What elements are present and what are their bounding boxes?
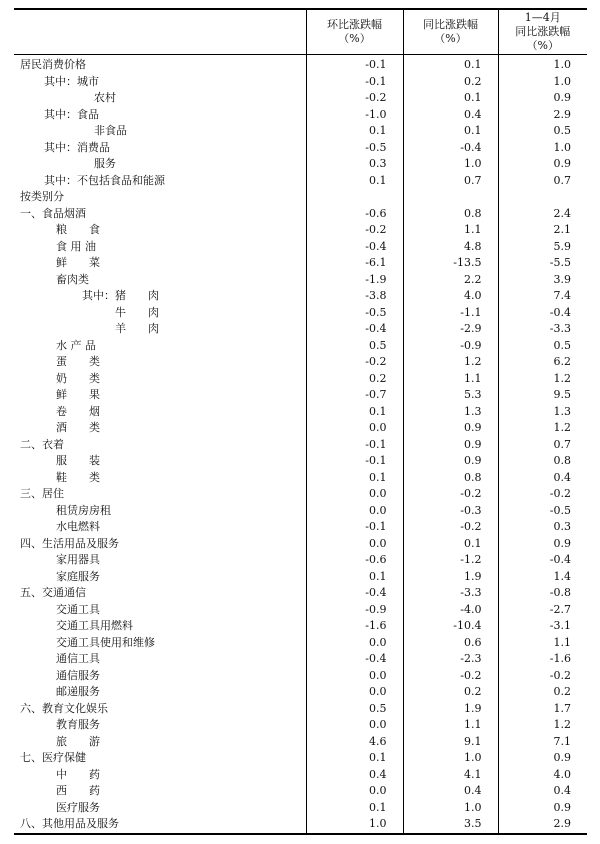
table-row: [14, 255, 587, 272]
row-yoy-value: -0.2: [403, 486, 498, 503]
row-label: 居民消费价格: [20, 58, 86, 72]
row-yoy-value: 0.9: [403, 437, 498, 454]
row-yoy-value: 1.0: [403, 750, 498, 767]
table-row: [14, 519, 587, 536]
row-yoy-value: 0.4: [403, 783, 498, 800]
table-header: [14, 9, 587, 55]
row-label: 五、交通通信: [20, 586, 86, 600]
row-label: 非食品: [94, 124, 127, 138]
row-ytd-value: 2.9: [498, 107, 587, 124]
header-mom-line2: （%）: [338, 32, 371, 45]
row-mom-value: -0.4: [306, 321, 403, 338]
row-ytd-value: 2.9: [498, 816, 587, 834]
table-row: [14, 74, 587, 91]
row-mom-value: 4.6: [306, 734, 403, 751]
row-ytd-value: 5.9: [498, 239, 587, 256]
row-ytd-value: -0.4: [498, 552, 587, 569]
row-yoy-value: -0.2: [403, 668, 498, 685]
table-row: [14, 767, 587, 784]
row-ytd-value: 7.4: [498, 288, 587, 305]
table-row: [14, 288, 587, 305]
row-yoy-value: 0.1: [403, 123, 498, 140]
row-ytd-value: -5.5: [498, 255, 587, 272]
row-yoy-value: -0.3: [403, 503, 498, 520]
row-mom-value: 0.1: [306, 800, 403, 817]
row-ytd-value: 9.5: [498, 387, 587, 404]
table-row: [14, 635, 587, 652]
row-yoy-value: 4.1: [403, 767, 498, 784]
row-label: 医疗服务: [56, 800, 100, 814]
row-ytd-value: -0.5: [498, 503, 587, 520]
row-ytd-value: 1.2: [498, 420, 587, 437]
row-ytd-value: -0.4: [498, 305, 587, 322]
header-item-column: [14, 9, 306, 55]
table-row: [14, 239, 587, 256]
row-ytd-value: 0.9: [498, 536, 587, 553]
row-ytd-value: 0.9: [498, 156, 587, 173]
row-ytd-value: -2.7: [498, 602, 587, 619]
row-ytd-value: 2.4: [498, 206, 587, 223]
row-ytd-value: 4.0: [498, 767, 587, 784]
row-label: 西 药: [56, 784, 100, 798]
row-ytd-value: 0.9: [498, 750, 587, 767]
row-yoy-value: 9.1: [403, 734, 498, 751]
row-ytd-value: 0.7: [498, 437, 587, 454]
row-yoy-value: 4.8: [403, 239, 498, 256]
row-mom-value: -6.1: [306, 255, 403, 272]
header-mom: [306, 9, 403, 55]
row-yoy-value: 0.8: [403, 470, 498, 487]
row-ytd-value: 0.4: [498, 470, 587, 487]
table-row: [14, 750, 587, 767]
row-ytd-value: 0.2: [498, 684, 587, 701]
row-label: 教育服务: [56, 718, 100, 732]
row-label: 中 药: [56, 767, 100, 781]
table-body: [14, 55, 587, 834]
table-row: [14, 123, 587, 140]
row-yoy-value: -2.9: [403, 321, 498, 338]
row-mom-value: -0.9: [306, 602, 403, 619]
header-ytd: [498, 9, 587, 55]
row-mom-value: -3.8: [306, 288, 403, 305]
header-ytd-line1: 1—4月: [524, 11, 561, 24]
row-mom-value: 1.0: [306, 816, 403, 834]
table-row: [14, 701, 587, 718]
row-mom-value: 0.1: [306, 123, 403, 140]
row-label: 其中：消费品: [44, 140, 110, 154]
row-mom-value: 0.5: [306, 338, 403, 355]
row-ytd-value: 7.1: [498, 734, 587, 751]
row-ytd-value: 0.3: [498, 519, 587, 536]
row-mom-value: -0.1: [306, 74, 403, 91]
row-mom-value: -0.5: [306, 140, 403, 157]
row-mom-value: 0.0: [306, 536, 403, 553]
row-mom-value: 0.0: [306, 684, 403, 701]
row-mom-value: [306, 189, 403, 206]
row-label: 家用器具: [56, 553, 100, 567]
row-label: 服 装: [56, 454, 100, 468]
row-mom-value: -0.6: [306, 206, 403, 223]
row-label: 粮 食: [56, 223, 100, 237]
row-yoy-value: -4.0: [403, 602, 498, 619]
table-row: [14, 668, 587, 685]
row-mom-value: -0.4: [306, 585, 403, 602]
row-label: 鞋 类: [56, 470, 100, 484]
row-yoy-value: -1.2: [403, 552, 498, 569]
row-label: 奶 类: [56, 371, 100, 385]
row-ytd-value: 1.0: [498, 74, 587, 91]
row-label: 其中：城市: [44, 74, 99, 88]
row-label: 交通工具用燃料: [56, 619, 133, 633]
row-yoy-value: -3.3: [403, 585, 498, 602]
table-row: [14, 404, 587, 421]
row-label: 其中：食品: [44, 107, 99, 121]
table-row: [14, 486, 587, 503]
row-label: 畜肉类: [56, 272, 89, 286]
table-row: [14, 618, 587, 635]
table-row: [14, 453, 587, 470]
row-yoy-value: 0.2: [403, 74, 498, 91]
row-mom-value: -0.7: [306, 387, 403, 404]
row-ytd-value: 0.5: [498, 338, 587, 355]
row-ytd-value: -1.6: [498, 651, 587, 668]
row-yoy-value: -1.1: [403, 305, 498, 322]
row-mom-value: 0.1: [306, 470, 403, 487]
row-yoy-value: 0.6: [403, 635, 498, 652]
row-mom-value: -1.0: [306, 107, 403, 124]
row-ytd-value: 1.0: [498, 140, 587, 157]
table-row: [14, 569, 587, 586]
row-label: 三、居住: [20, 487, 64, 501]
row-ytd-value: 0.5: [498, 123, 587, 140]
row-label: 交通工具使用和维修: [56, 635, 155, 649]
row-yoy-value: 0.7: [403, 173, 498, 190]
table-row: [14, 602, 587, 619]
row-ytd-value: 0.4: [498, 783, 587, 800]
table-row: [14, 783, 587, 800]
row-mom-value: -0.2: [306, 354, 403, 371]
table-row: [14, 156, 587, 173]
row-ytd-value: 1.7: [498, 701, 587, 718]
table-row: [14, 503, 587, 520]
row-label: 服务: [94, 157, 116, 171]
table-row: [14, 552, 587, 569]
row-yoy-value: 1.1: [403, 222, 498, 239]
row-yoy-value: 1.1: [403, 371, 498, 388]
row-label: 二、衣着: [20, 437, 64, 451]
row-ytd-value: -0.2: [498, 486, 587, 503]
cpi-table: [14, 8, 587, 835]
table-row: [14, 470, 587, 487]
row-mom-value: 0.2: [306, 371, 403, 388]
row-yoy-value: 1.3: [403, 404, 498, 421]
row-yoy-value: 1.9: [403, 701, 498, 718]
row-label: 一、食品烟酒: [20, 206, 86, 220]
header-yoy: [403, 9, 498, 55]
table-row: [14, 189, 587, 206]
row-mom-value: -0.1: [306, 437, 403, 454]
row-label: 卷 烟: [56, 404, 100, 418]
table-row: [14, 90, 587, 107]
row-yoy-value: 1.9: [403, 569, 498, 586]
row-ytd-value: 1.2: [498, 371, 587, 388]
table-row: [14, 536, 587, 553]
row-label: 牛 肉: [82, 305, 159, 319]
row-label: 其中：不包括食品和能源: [44, 173, 165, 187]
row-yoy-value: 3.5: [403, 816, 498, 834]
table-row: [14, 173, 587, 190]
row-ytd-value: 0.9: [498, 90, 587, 107]
row-label: 农村: [94, 91, 116, 105]
table-row: [14, 387, 587, 404]
row-label: 其中：猪 肉: [82, 289, 159, 303]
table-row: [14, 354, 587, 371]
row-ytd-value: 3.9: [498, 272, 587, 289]
row-ytd-value: 1.2: [498, 717, 587, 734]
row-yoy-value: 0.4: [403, 107, 498, 124]
table-row: [14, 321, 587, 338]
row-yoy-value: 2.2: [403, 272, 498, 289]
row-label: 羊 肉: [82, 322, 159, 336]
header-ytd-line3: （%）: [526, 39, 559, 52]
row-yoy-value: 0.1: [403, 90, 498, 107]
row-ytd-value: -0.8: [498, 585, 587, 602]
table-row: [14, 371, 587, 388]
row-mom-value: -0.1: [306, 55, 403, 74]
row-yoy-value: -2.3: [403, 651, 498, 668]
row-mom-value: 0.1: [306, 569, 403, 586]
row-ytd-value: 2.1: [498, 222, 587, 239]
row-ytd-value: 0.9: [498, 800, 587, 817]
table-row: [14, 338, 587, 355]
row-label: 交通工具: [56, 602, 100, 616]
header-yoy-line1: 同比涨跌幅: [423, 18, 478, 31]
row-yoy-value: -10.4: [403, 618, 498, 635]
header-ytd-line2: 同比涨跌幅: [515, 25, 571, 38]
row-mom-value: -0.2: [306, 90, 403, 107]
row-mom-value: 0.0: [306, 717, 403, 734]
table-row: [14, 800, 587, 817]
row-label: 七、医疗保健: [20, 751, 86, 765]
row-ytd-value: -0.2: [498, 668, 587, 685]
row-label: 旅 游: [56, 734, 100, 748]
row-yoy-value: 0.1: [403, 536, 498, 553]
row-mom-value: 0.5: [306, 701, 403, 718]
table-row: [14, 651, 587, 668]
row-mom-value: 0.1: [306, 750, 403, 767]
row-ytd-value: [498, 189, 587, 206]
row-ytd-value: 1.1: [498, 635, 587, 652]
row-mom-value: -0.1: [306, 453, 403, 470]
row-yoy-value: -0.2: [403, 519, 498, 536]
row-label: 鲜 果: [56, 388, 100, 402]
table-row: [14, 420, 587, 437]
row-ytd-value: -3.1: [498, 618, 587, 635]
row-label: 食 用 油: [56, 239, 96, 253]
row-yoy-value: -0.9: [403, 338, 498, 355]
table-row: [14, 305, 587, 322]
row-ytd-value: 6.2: [498, 354, 587, 371]
row-label: 家庭服务: [56, 569, 100, 583]
row-mom-value: 0.0: [306, 783, 403, 800]
row-mom-value: 0.0: [306, 420, 403, 437]
row-ytd-value: 1.0: [498, 55, 587, 74]
row-mom-value: 0.4: [306, 767, 403, 784]
row-mom-value: -1.6: [306, 618, 403, 635]
row-yoy-value: 0.8: [403, 206, 498, 223]
row-yoy-value: 1.0: [403, 156, 498, 173]
row-yoy-value: -13.5: [403, 255, 498, 272]
table-row: [14, 717, 587, 734]
row-ytd-value: 1.3: [498, 404, 587, 421]
table-row: [14, 140, 587, 157]
row-mom-value: 0.3: [306, 156, 403, 173]
row-mom-value: 0.0: [306, 503, 403, 520]
row-label: 八、其他用品及服务: [14, 816, 306, 834]
table-row: [14, 55, 587, 74]
row-label: 通信工具: [56, 652, 100, 666]
row-label: 租赁房房租: [56, 503, 111, 517]
row-mom-value: -1.9: [306, 272, 403, 289]
table-row: [14, 437, 587, 454]
row-yoy-value: 1.1: [403, 717, 498, 734]
row-yoy-value: -0.4: [403, 140, 498, 157]
row-yoy-value: 5.3: [403, 387, 498, 404]
row-mom-value: 0.1: [306, 173, 403, 190]
row-label: 酒 类: [56, 421, 100, 435]
row-mom-value: -0.1: [306, 519, 403, 536]
table-row: [14, 222, 587, 239]
row-mom-value: 0.0: [306, 668, 403, 685]
row-mom-value: 0.0: [306, 486, 403, 503]
table-row: [14, 816, 587, 834]
row-yoy-value: 0.2: [403, 684, 498, 701]
row-label: 通信服务: [56, 668, 100, 682]
row-ytd-value: -3.3: [498, 321, 587, 338]
row-label: 六、教育文化娱乐: [20, 701, 108, 715]
row-label: 水 产 品: [56, 338, 96, 352]
row-label: 邮递服务: [56, 685, 100, 699]
row-ytd-value: 0.7: [498, 173, 587, 190]
row-ytd-value: 1.4: [498, 569, 587, 586]
row-label: 蛋 类: [56, 355, 100, 369]
row-label: 四、生活用品及服务: [20, 536, 119, 550]
row-mom-value: -0.6: [306, 552, 403, 569]
table-row: [14, 272, 587, 289]
table-row: [14, 734, 587, 751]
header-yoy-line2: （%）: [434, 32, 467, 45]
row-mom-value: 0.0: [306, 635, 403, 652]
table-row: [14, 107, 587, 124]
row-yoy-value: 4.0: [403, 288, 498, 305]
row-yoy-value: 0.9: [403, 420, 498, 437]
row-mom-value: -0.2: [306, 222, 403, 239]
row-mom-value: -0.5: [306, 305, 403, 322]
row-yoy-value: 1.0: [403, 800, 498, 817]
table-row: [14, 585, 587, 602]
row-label: 鲜 菜: [56, 256, 100, 270]
row-mom-value: -0.4: [306, 651, 403, 668]
row-mom-value: 0.1: [306, 404, 403, 421]
header-mom-line1: 环比涨跌幅: [327, 18, 382, 31]
row-mom-value: -0.4: [306, 239, 403, 256]
row-ytd-value: 0.8: [498, 453, 587, 470]
table-row: [14, 206, 587, 223]
row-yoy-value: 0.1: [403, 55, 498, 74]
row-yoy-value: 0.9: [403, 453, 498, 470]
row-label: 按类别分: [20, 190, 64, 204]
row-yoy-value: 1.2: [403, 354, 498, 371]
row-yoy-value: [403, 189, 498, 206]
cpi-table-sheet: [14, 8, 587, 835]
table-row: [14, 684, 587, 701]
row-label: 水电燃料: [56, 520, 100, 534]
